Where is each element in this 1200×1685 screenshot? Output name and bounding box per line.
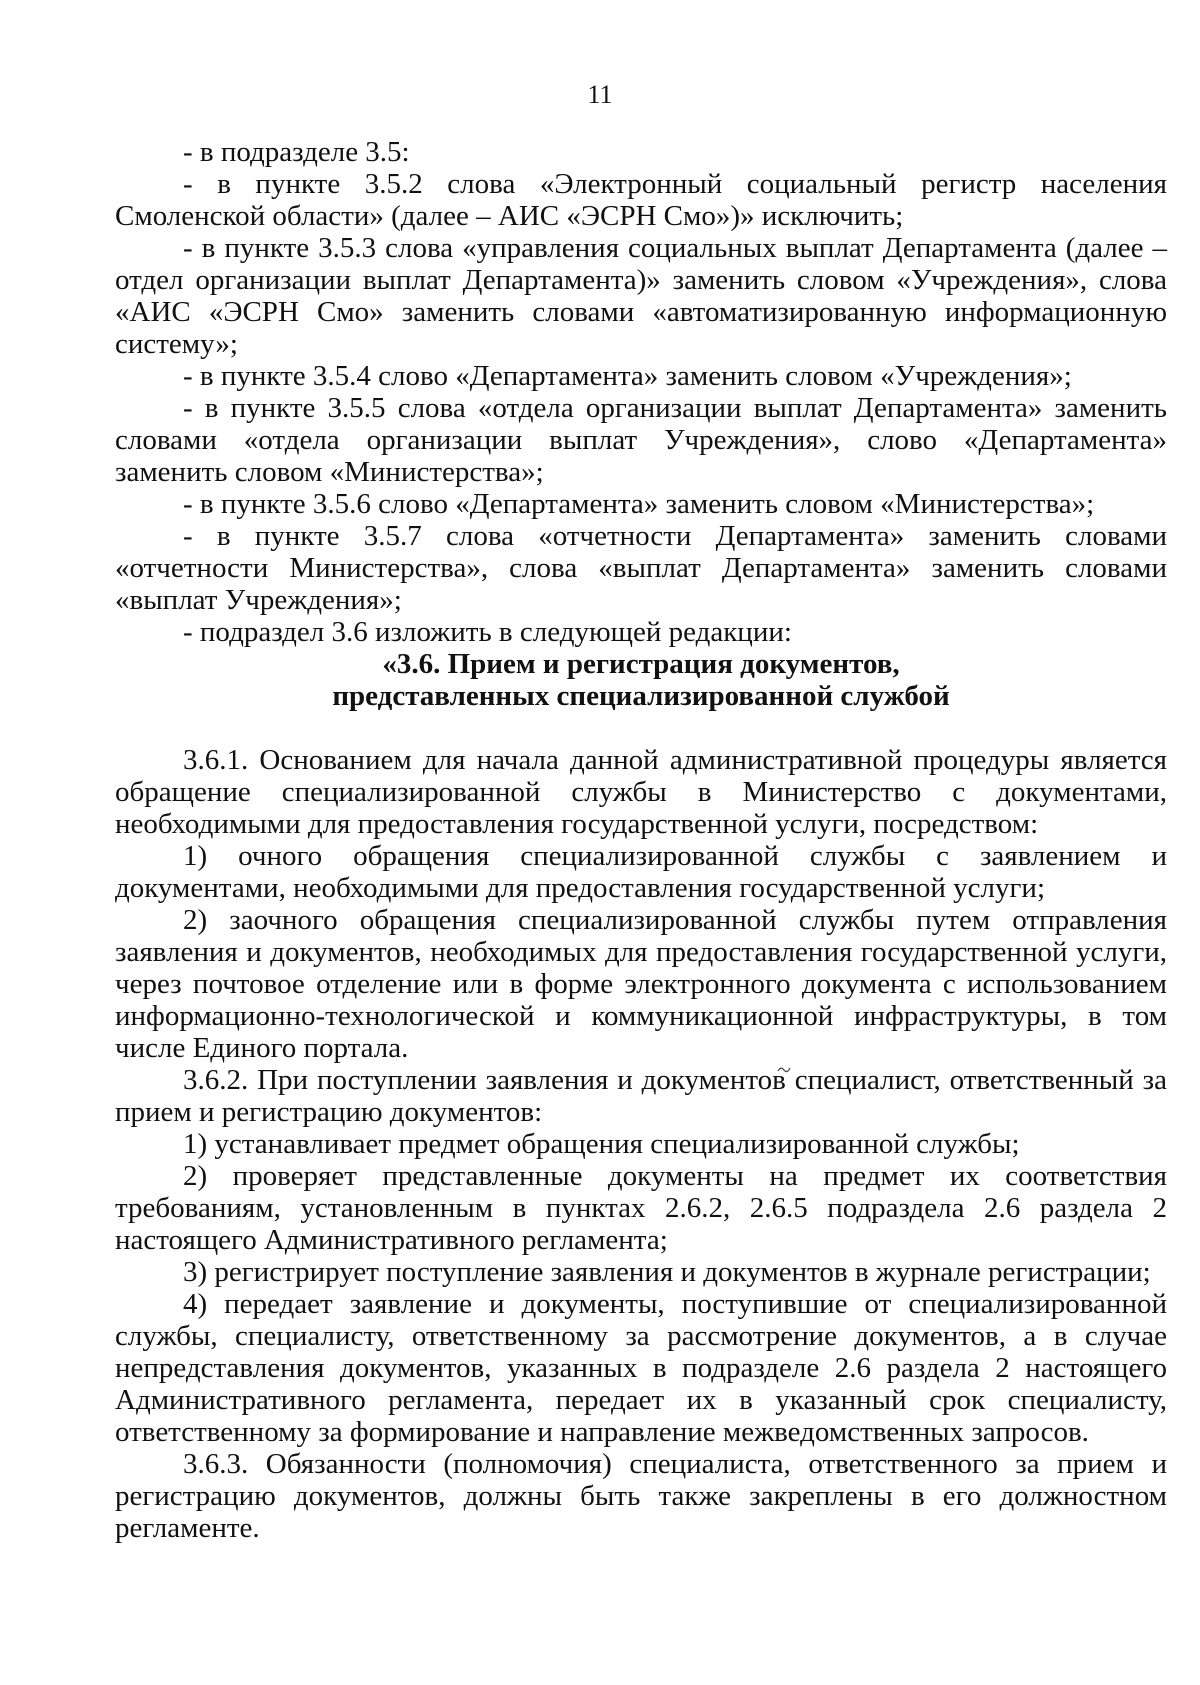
paragraph-item-3-5-4: - в пункте 3.5.4 слово «Департамента» заменить словом «Учреждения»; xyxy=(183,360,1072,392)
paragraph-item-3-5-7: - в пункте 3.5.7 слова «отчетности Департамента» заменить словами «отчетности Министерства», слова «выплат Департамента» заменить словами «выплат Учреждения»; xyxy=(115,520,1167,616)
paragraph-3-6-1-item-1: 1) очного обращения специализированной службы с заявлением и документами, необходимыми для предоставления государственной услуги; xyxy=(115,840,1167,904)
paragraph-3-6-1-item-2: 2) заочного обращения специализированной службы путем отправления заявления и документов, необходимых для предоставления государственной услуги, через почтовое отделение или в форме электронного документа с использованием информационно-технологической и коммуникационной инфраструктуры, в том числе Единого портала. xyxy=(115,904,1167,1064)
section-heading-line-2: представленных специализированной службой xyxy=(332,680,950,712)
section-heading-line-1: «3.6. Прием и регистрация документов, xyxy=(382,648,900,680)
paragraph-3-6-1: 3.6.1. Основанием для начала данной административной процедуры является обращение специализированной службы в Министерство с документами, необходимыми для предоставления государственной услуги, посредством: xyxy=(115,744,1167,840)
paragraph-item-3-5-5: - в пункте 3.5.5 слова «отдела организации выплат Департамента» заменить словами «отдела организации выплат Учреждения», слово «Департамента» заменить словом «Министерства»; xyxy=(115,392,1167,488)
paragraph-3-6-2: 3.6.2. При поступлении заявления и документов специалист, ответственный за прием и регистрацию документов: xyxy=(115,1064,1167,1128)
scan-artifact-mark xyxy=(777,1065,791,1075)
section-heading xyxy=(115,648,1167,712)
page-number: 11 xyxy=(587,80,613,109)
document-body xyxy=(115,136,1167,1544)
paragraph-3-6-2-item-1: 1) устанавливает предмет обращения специализированной службы; xyxy=(183,1128,1020,1160)
paragraph-3-6-2-item-4: 4) передает заявление и документы, поступившие от специализированной службы, специалисту, ответственному за рассмотрение документов, а в случае непредставления документов, указанных в подразделе 2.6 раздела 2 настоящего Административного регламента, передает их в указанный срок специалисту, ответственному за формирование и направление межведомственных запросов. xyxy=(115,1288,1167,1448)
paragraph-item-3-5-6: - в пункте 3.5.6 слово «Департамента» заменить словом «Министерства»; xyxy=(183,488,1095,520)
paragraph-subsection-3-5: - в подразделе 3.5: xyxy=(183,136,410,168)
paragraph-3-6-2-item-2: 2) проверяет представленные документы на предмет их соответствия требованиям, установленным в пунктах 2.6.2, 2.6.5 подраздела 2.6 раздела 2 настоящего Административного регламента; xyxy=(115,1160,1167,1256)
paragraph-item-3-5-2: - в пункте 3.5.2 слова «Электронный социальный регистр населения Смоленской области» (далее – АИС «ЭСРН Смо»)» исключить; xyxy=(115,168,1167,232)
paragraph-3-6-2-item-3: 3) регистрирует поступление заявления и документов в журнале регистрации; xyxy=(183,1256,1151,1288)
paragraph-item-3-5-3: - в пункте 3.5.3 слова «управления социальных выплат Департамента (далее – отдел организации выплат Департамента)» заменить словом «Учреждения», слова «АИС «ЭСРН Смо» заменить словами «автоматизированную информационную систему»; xyxy=(115,232,1167,360)
paragraph-3-6-3: 3.6.3. Обязанности (полномочия) специалиста, ответственного за прием и регистрацию документов, должны быть также закреплены в его должностном регламенте. xyxy=(115,1448,1167,1544)
paragraph-subsection-3-6-intro: - подраздел 3.6 изложить в следующей редакции: xyxy=(183,616,792,648)
